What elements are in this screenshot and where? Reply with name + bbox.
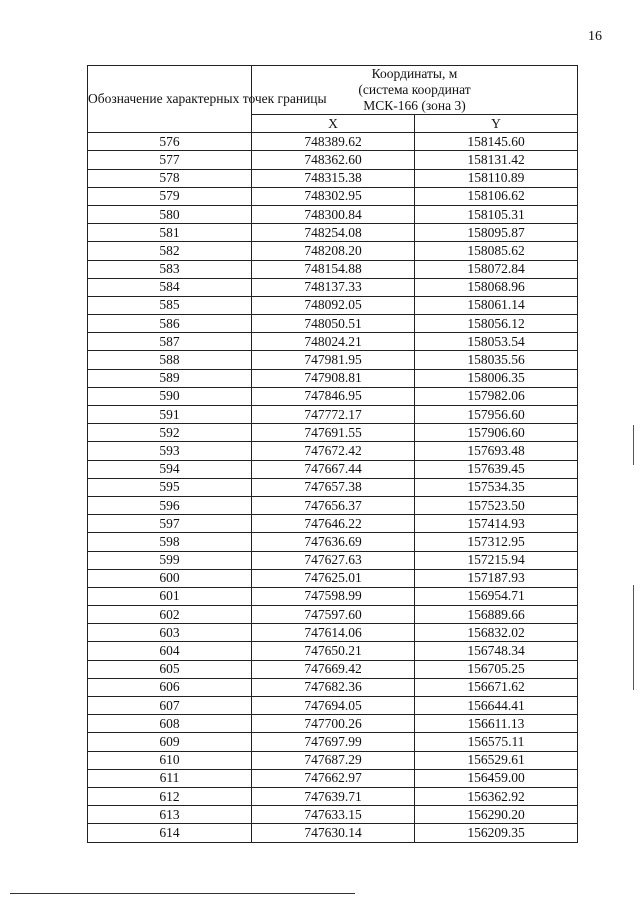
cell-point: 595 xyxy=(88,478,252,496)
cell-x: 747694.05 xyxy=(252,697,415,715)
cell-y: 156362.92 xyxy=(415,787,578,805)
header-coord-line-1: Координаты, м xyxy=(371,66,458,81)
header-point-label: Обозначение характерных точек границы xyxy=(88,66,252,133)
table-row xyxy=(88,424,578,442)
cell-y: 158085.62 xyxy=(415,242,578,260)
cell-point: 597 xyxy=(88,515,252,533)
cell-y: 158068.96 xyxy=(415,278,578,296)
table-row xyxy=(88,406,578,424)
cell-point: 589 xyxy=(88,369,252,387)
cell-y: 158110.89 xyxy=(415,169,578,187)
cell-point: 587 xyxy=(88,333,252,351)
table-row xyxy=(88,351,578,369)
table-row xyxy=(88,587,578,605)
cell-y: 158131.42 xyxy=(415,151,578,169)
cell-y: 156459.00 xyxy=(415,769,578,787)
cell-y: 157534.35 xyxy=(415,478,578,496)
cell-x: 748302.95 xyxy=(252,187,415,205)
cell-y: 156889.66 xyxy=(415,606,578,624)
header-x: X xyxy=(252,115,415,133)
cell-point: 580 xyxy=(88,205,252,223)
cell-x: 747636.69 xyxy=(252,533,415,551)
cell-x: 748050.51 xyxy=(252,315,415,333)
cell-x: 747614.06 xyxy=(252,624,415,642)
cell-y: 156644.41 xyxy=(415,697,578,715)
table-row xyxy=(88,260,578,278)
cell-y: 157982.06 xyxy=(415,387,578,405)
cell-y: 157215.94 xyxy=(415,551,578,569)
table-row xyxy=(88,442,578,460)
table-row xyxy=(88,369,578,387)
cell-y: 156575.11 xyxy=(415,733,578,751)
table-row xyxy=(88,151,578,169)
cell-x: 748024.21 xyxy=(252,333,415,351)
cell-x: 747627.63 xyxy=(252,551,415,569)
cell-point: 594 xyxy=(88,460,252,478)
cell-point: 593 xyxy=(88,442,252,460)
table-row xyxy=(88,624,578,642)
cell-point: 578 xyxy=(88,169,252,187)
cell-point: 584 xyxy=(88,278,252,296)
cell-point: 590 xyxy=(88,387,252,405)
header-y: Y xyxy=(415,115,578,133)
cell-point: 605 xyxy=(88,660,252,678)
cell-x: 748389.62 xyxy=(252,133,415,151)
cell-point: 583 xyxy=(88,260,252,278)
cell-y: 157523.50 xyxy=(415,496,578,514)
cell-x: 747598.99 xyxy=(252,587,415,605)
table-row xyxy=(88,169,578,187)
cell-point: 582 xyxy=(88,242,252,260)
cell-y: 158145.60 xyxy=(415,133,578,151)
cell-point: 604 xyxy=(88,642,252,660)
cell-x: 747908.81 xyxy=(252,369,415,387)
cell-point: 585 xyxy=(88,296,252,314)
table-row xyxy=(88,242,578,260)
cell-y: 156209.35 xyxy=(415,824,578,842)
cell-y: 156529.61 xyxy=(415,751,578,769)
cell-point: 613 xyxy=(88,806,252,824)
cell-y: 156832.02 xyxy=(415,624,578,642)
table-row xyxy=(88,278,578,296)
cell-point: 592 xyxy=(88,424,252,442)
cell-x: 747697.99 xyxy=(252,733,415,751)
cell-y: 158053.54 xyxy=(415,333,578,351)
cell-x: 747633.15 xyxy=(252,806,415,824)
cell-x: 747656.37 xyxy=(252,496,415,514)
cell-point: 581 xyxy=(88,224,252,242)
cell-x: 748092.05 xyxy=(252,296,415,314)
cell-x: 747667.44 xyxy=(252,460,415,478)
cell-point: 599 xyxy=(88,551,252,569)
table-row xyxy=(88,642,578,660)
header-coord-line-2: (система координат xyxy=(358,82,471,97)
table-row xyxy=(88,333,578,351)
cell-point: 612 xyxy=(88,787,252,805)
cell-x: 747630.14 xyxy=(252,824,415,842)
cell-x: 747650.21 xyxy=(252,642,415,660)
cell-y: 157956.60 xyxy=(415,406,578,424)
table-row xyxy=(88,187,578,205)
cell-x: 747691.55 xyxy=(252,424,415,442)
cell-x: 747687.29 xyxy=(252,751,415,769)
cell-x: 747639.71 xyxy=(252,787,415,805)
cell-point: 579 xyxy=(88,187,252,205)
cell-x: 747846.95 xyxy=(252,387,415,405)
table-row xyxy=(88,697,578,715)
cell-point: 610 xyxy=(88,751,252,769)
cell-x: 747657.38 xyxy=(252,478,415,496)
table-row xyxy=(88,515,578,533)
cell-x: 747772.17 xyxy=(252,406,415,424)
cell-y: 156611.13 xyxy=(415,715,578,733)
cell-point: 596 xyxy=(88,496,252,514)
cell-y: 156290.20 xyxy=(415,806,578,824)
cell-x: 747700.26 xyxy=(252,715,415,733)
cell-point: 600 xyxy=(88,569,252,587)
cell-point: 609 xyxy=(88,733,252,751)
table-row xyxy=(88,606,578,624)
cell-y: 156705.25 xyxy=(415,660,578,678)
cell-point: 586 xyxy=(88,315,252,333)
header-coordinates xyxy=(252,66,578,115)
cell-x: 748254.08 xyxy=(252,224,415,242)
cell-x: 747662.97 xyxy=(252,769,415,787)
scan-edge-mark xyxy=(633,585,634,690)
cell-x: 747646.22 xyxy=(252,515,415,533)
cell-y: 158106.62 xyxy=(415,187,578,205)
cell-point: 614 xyxy=(88,824,252,842)
cell-point: 576 xyxy=(88,133,252,151)
cell-x: 748208.20 xyxy=(252,242,415,260)
cell-x: 747682.36 xyxy=(252,678,415,696)
header-coord-line-3: МСК-166 (зона 3) xyxy=(363,98,466,113)
cell-y: 158006.35 xyxy=(415,369,578,387)
cell-point: 611 xyxy=(88,769,252,787)
table-body xyxy=(88,133,578,842)
table-row xyxy=(88,533,578,551)
cell-x: 748315.38 xyxy=(252,169,415,187)
cell-point: 598 xyxy=(88,533,252,551)
table-row xyxy=(88,133,578,151)
table-row xyxy=(88,460,578,478)
table-row xyxy=(88,787,578,805)
table-row xyxy=(88,824,578,842)
cell-y: 157693.48 xyxy=(415,442,578,460)
cell-x: 748300.84 xyxy=(252,205,415,223)
cell-point: 608 xyxy=(88,715,252,733)
cell-point: 606 xyxy=(88,678,252,696)
cell-x: 748154.88 xyxy=(252,260,415,278)
table-row xyxy=(88,678,578,696)
scan-edge-mark xyxy=(633,425,634,465)
cell-y: 156954.71 xyxy=(415,587,578,605)
cell-x: 748362.60 xyxy=(252,151,415,169)
table-row xyxy=(88,806,578,824)
cell-point: 602 xyxy=(88,606,252,624)
table-row xyxy=(88,387,578,405)
table-header xyxy=(88,66,578,133)
cell-x: 747981.95 xyxy=(252,351,415,369)
cell-y: 157639.45 xyxy=(415,460,578,478)
cell-y: 157312.95 xyxy=(415,533,578,551)
table-row xyxy=(88,660,578,678)
cell-y: 158035.56 xyxy=(415,351,578,369)
table-row xyxy=(88,496,578,514)
cell-y: 158056.12 xyxy=(415,315,578,333)
cell-point: 588 xyxy=(88,351,252,369)
cell-y: 157187.93 xyxy=(415,569,578,587)
cell-point: 607 xyxy=(88,697,252,715)
footer-rule xyxy=(10,893,355,894)
cell-y: 158105.31 xyxy=(415,205,578,223)
table-row xyxy=(88,569,578,587)
table-row xyxy=(88,769,578,787)
page-number: 16 xyxy=(588,29,602,44)
cell-y: 157906.60 xyxy=(415,424,578,442)
cell-y: 158095.87 xyxy=(415,224,578,242)
table-row xyxy=(88,224,578,242)
coordinates-table xyxy=(87,65,578,843)
table-row xyxy=(88,315,578,333)
table-row xyxy=(88,296,578,314)
cell-point: 603 xyxy=(88,624,252,642)
cell-x: 747597.60 xyxy=(252,606,415,624)
cell-y: 156748.34 xyxy=(415,642,578,660)
table-row xyxy=(88,733,578,751)
cell-y: 156671.62 xyxy=(415,678,578,696)
cell-x: 747672.42 xyxy=(252,442,415,460)
cell-y: 158061.14 xyxy=(415,296,578,314)
table-row xyxy=(88,715,578,733)
cell-x: 748137.33 xyxy=(252,278,415,296)
table-row xyxy=(88,205,578,223)
table-row xyxy=(88,478,578,496)
cell-point: 601 xyxy=(88,587,252,605)
table-row xyxy=(88,751,578,769)
cell-x: 747669.42 xyxy=(252,660,415,678)
table-row xyxy=(88,551,578,569)
cell-y: 158072.84 xyxy=(415,260,578,278)
cell-point: 591 xyxy=(88,406,252,424)
cell-x: 747625.01 xyxy=(252,569,415,587)
cell-y: 157414.93 xyxy=(415,515,578,533)
cell-point: 577 xyxy=(88,151,252,169)
